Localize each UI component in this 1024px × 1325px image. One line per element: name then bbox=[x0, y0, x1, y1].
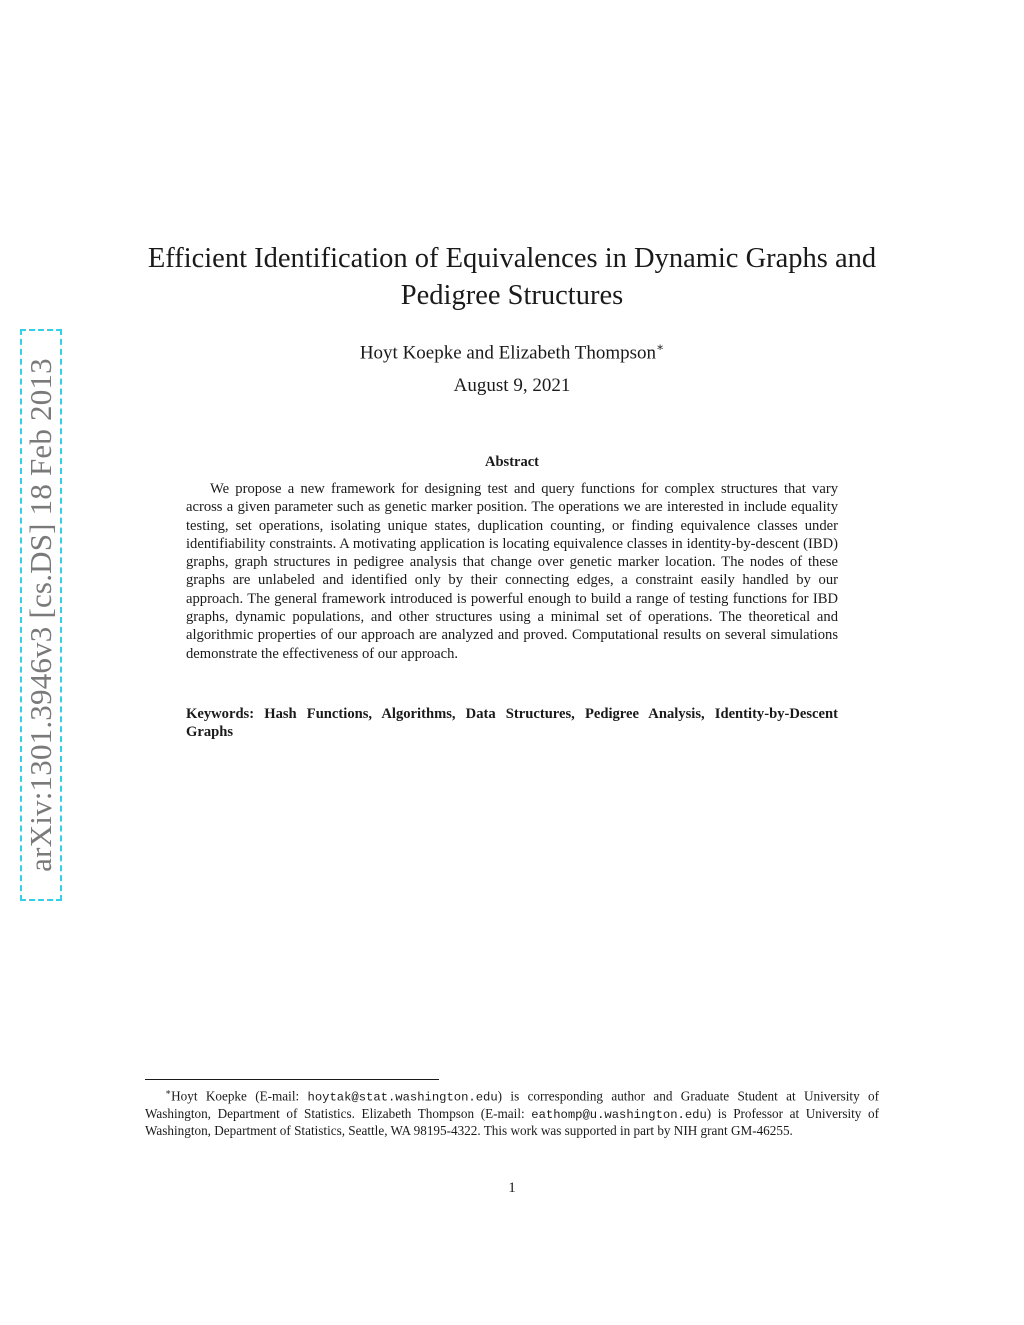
author-names: Hoyt Koepke and Elizabeth Thompson bbox=[359, 342, 657, 364]
author-footnote-mark: ∗ bbox=[656, 340, 665, 354]
abstract-heading: Abstract bbox=[485, 454, 539, 470]
author-footnote bbox=[145, 1084, 879, 1139]
abstract-body: We propose a new framework for designing test and query functions for complex structures that vary across a given parameter such as genetic marker position. The operations we are interested in include equality testing, set operations, isolating unique states, duplication counting, or finding equivalence classes under identifiability constraints. A motivating application is locating equivalence classes in identity-by-descent (IBD) graphs, graph structures in pedigree analysis that change over genetic marker location. The nodes of these graphs are unlabeled and identified only by their connecting edges, a constraint easily handled by our approach. The general framework introduced is powerful enough to build a range of testing functions for IBD graphs, dynamic populations, and other structures using a minimal set of operations. The theoretical and algorithmic properties of our approach are analyzed and proved. Computational results on several simulations demonstrate the effectiveness of our approach. bbox=[186, 481, 838, 662]
footnote-email-koepke: hoytak@stat.washington.edu bbox=[307, 1090, 498, 1105]
paper-title: Efficient Identification of Equivalences in Dynamic Graphs and Pedigree Structures bbox=[147, 243, 877, 311]
footnote-mark: ∗ bbox=[165, 1087, 172, 1097]
footnote-text-3: ) is Professor at University of Washington, Department of Statistics, Seattle, WA 98195-4322. This work was supported in part by NIH grant GM-46255. bbox=[145, 1105, 879, 1138]
page-number: 1 bbox=[508, 1180, 516, 1196]
footnote-text-1: Hoyt Koepke (E-mail: bbox=[171, 1088, 308, 1104]
arxiv-stamp bbox=[20, 329, 62, 901]
footnote-rule bbox=[145, 1079, 439, 1080]
footnote-email-thompson: eathomp@u.washington.edu bbox=[531, 1107, 707, 1122]
author-line bbox=[120, 335, 904, 365]
paper-date: August 9, 2021 bbox=[453, 375, 571, 396]
arxiv-identifier: arXiv:1301.3946v3 [cs.DS] 18 Feb 2013 bbox=[23, 358, 58, 872]
keywords: Keywords: Hash Functions, Algorithms, Data Structures, Pedigree Analysis, Identity-by-Descent Graphs bbox=[186, 706, 838, 741]
footnote-text-2: ) is corresponding author and Graduate Student at University of Washington, Department of Statistics. Elizabeth Thompson (E-mail: bbox=[145, 1088, 879, 1121]
